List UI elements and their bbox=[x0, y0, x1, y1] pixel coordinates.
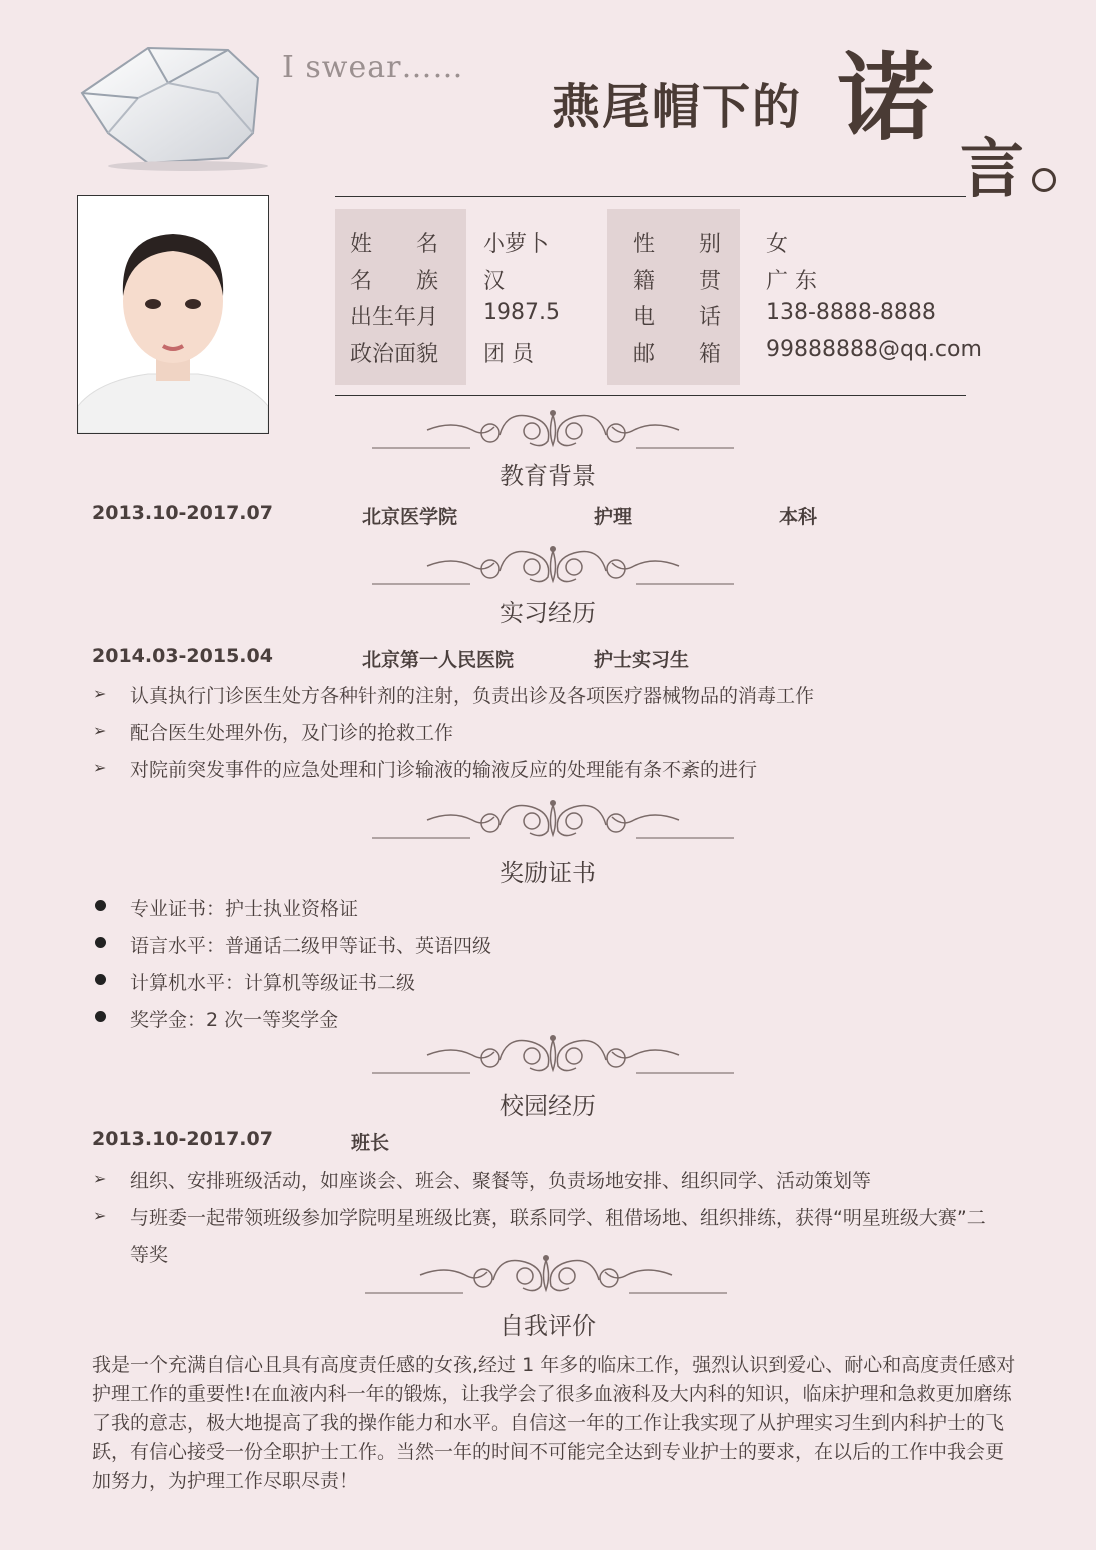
info-value-name: 小萝卜 bbox=[483, 232, 550, 257]
internship-item: 对院前突发事件的应急处理和门诊输液的输液反应的处理能有条不紊的进行 bbox=[130, 759, 758, 781]
education-date: 2013.10-2017.07 bbox=[92, 502, 273, 524]
info-label-political: 政治面貌 bbox=[350, 342, 439, 367]
info-value-political: 团 员 bbox=[483, 342, 534, 367]
info-value-birth: 1987.5 bbox=[483, 300, 560, 325]
section-title-campus: 校园经历 bbox=[500, 1092, 596, 1120]
education-degree: 本科 bbox=[779, 506, 818, 528]
dot-bullet-icon bbox=[95, 900, 106, 911]
award-item: 专业证书：护士执业资格证 bbox=[130, 898, 359, 920]
self-evaluation-line: 了我的意志，极大地提高了我的操作能力和水平。自信这一年的工作让我实现了从护理实习生到内科护士的飞 bbox=[92, 1412, 1005, 1434]
self-evaluation-line: 护理工作的重要性!在血液内科一年的锻炼，让我学会了很多血液科及大内科的知识，临床护理和急救更加磨练 bbox=[92, 1383, 1012, 1405]
section-title-awards: 奖励证书 bbox=[500, 859, 596, 887]
profile-photo bbox=[77, 195, 269, 434]
arrow-bullet-icon: ➢ bbox=[93, 721, 107, 740]
section-divider-ornament bbox=[372, 1030, 734, 1075]
section-divider-ornament bbox=[372, 405, 734, 450]
info-label-birth: 出生年月 bbox=[350, 305, 439, 330]
arrow-bullet-icon: ➢ bbox=[93, 1169, 107, 1188]
internship-item: 认真执行门诊医生处方各种针剂的注射，负责出诊及各项医疗器械物品的消毒工作 bbox=[130, 685, 815, 707]
page-title-big-char: 诺 bbox=[838, 41, 934, 154]
info-value-ethnicity: 汉 bbox=[483, 269, 506, 294]
info-label-email: 邮 箱 bbox=[633, 342, 722, 367]
section-title-internship: 实习经历 bbox=[500, 599, 596, 627]
campus-role: 班长 bbox=[351, 1132, 390, 1154]
section-title-self: 自我评价 bbox=[500, 1312, 596, 1340]
info-bottom-rule bbox=[335, 395, 966, 396]
page-title-big-char-2: 言 bbox=[960, 132, 1024, 207]
award-item: 奖学金：2 次一等奖学金 bbox=[130, 1009, 339, 1031]
section-divider-ornament bbox=[372, 541, 734, 586]
info-label-phone: 电 话 bbox=[633, 305, 722, 330]
award-item: 计算机水平：计算机等级证书二级 bbox=[130, 972, 416, 994]
swear-text: I swear…… bbox=[282, 50, 464, 85]
education-school: 北京医学院 bbox=[362, 506, 458, 528]
info-value-gender: 女 bbox=[766, 232, 789, 257]
info-top-rule bbox=[335, 196, 966, 197]
title-period-mark bbox=[1032, 168, 1056, 192]
section-divider-ornament bbox=[372, 795, 734, 840]
education-major: 护理 bbox=[594, 506, 633, 528]
self-evaluation-line: 我是一个充满自信心且具有高度责任感的女孩,经过 1 年多的临床工作，强烈认识到爱心、耐心和高度责任感对 bbox=[92, 1354, 1016, 1376]
campus-item: 与班委一起带领班级参加学院明星班级比赛，联系同学、租借场地、组织排练，获得“明星班级大赛”二 bbox=[130, 1207, 986, 1229]
info-label-hometown: 籍 贯 bbox=[633, 269, 722, 294]
internship-place: 北京第一人民医院 bbox=[362, 649, 515, 671]
info-label-ethnicity: 名 族 bbox=[350, 269, 439, 294]
internship-role: 护士实习生 bbox=[594, 649, 690, 671]
info-value-hometown: 广 东 bbox=[766, 269, 817, 294]
internship-date: 2014.03-2015.04 bbox=[92, 645, 273, 667]
section-title-education: 教育背景 bbox=[500, 462, 596, 490]
info-label-name: 姓 名 bbox=[350, 232, 439, 257]
internship-item: 配合医生处理外伤，及门诊的抢救工作 bbox=[130, 722, 454, 744]
dot-bullet-icon bbox=[95, 937, 106, 948]
self-evaluation-line: 跃，有信心接受一份全职护士工作。当然一年的时间不可能完全达到专业护士的要求，在以后的工作中我会更 bbox=[92, 1441, 1005, 1463]
arrow-bullet-icon: ➢ bbox=[93, 684, 107, 703]
campus-date: 2013.10-2017.07 bbox=[92, 1128, 273, 1150]
dot-bullet-icon bbox=[95, 1011, 106, 1022]
nurse-cap-icon bbox=[78, 38, 288, 173]
info-label-gender: 性 别 bbox=[633, 232, 722, 257]
campus-item-continuation: 等奖 bbox=[130, 1244, 169, 1266]
page-title: 燕尾帽下的 bbox=[552, 79, 803, 135]
award-item: 语言水平：普通话二级甲等证书、英语四级 bbox=[130, 935, 492, 957]
arrow-bullet-icon: ➢ bbox=[93, 758, 107, 777]
dot-bullet-icon bbox=[95, 974, 106, 985]
arrow-bullet-icon: ➢ bbox=[93, 1206, 107, 1225]
info-value-phone: 138-8888-8888 bbox=[766, 300, 936, 325]
self-evaluation-line: 加努力，为护理工作尽职尽责！ bbox=[92, 1470, 359, 1492]
info-value-email: 99888888@qq.com bbox=[766, 337, 982, 362]
campus-item: 组织、安排班级活动，如座谈会、班会、聚餐等，负责场地安排、组织同学、活动策划等 bbox=[130, 1170, 872, 1192]
section-divider-ornament bbox=[365, 1250, 727, 1295]
